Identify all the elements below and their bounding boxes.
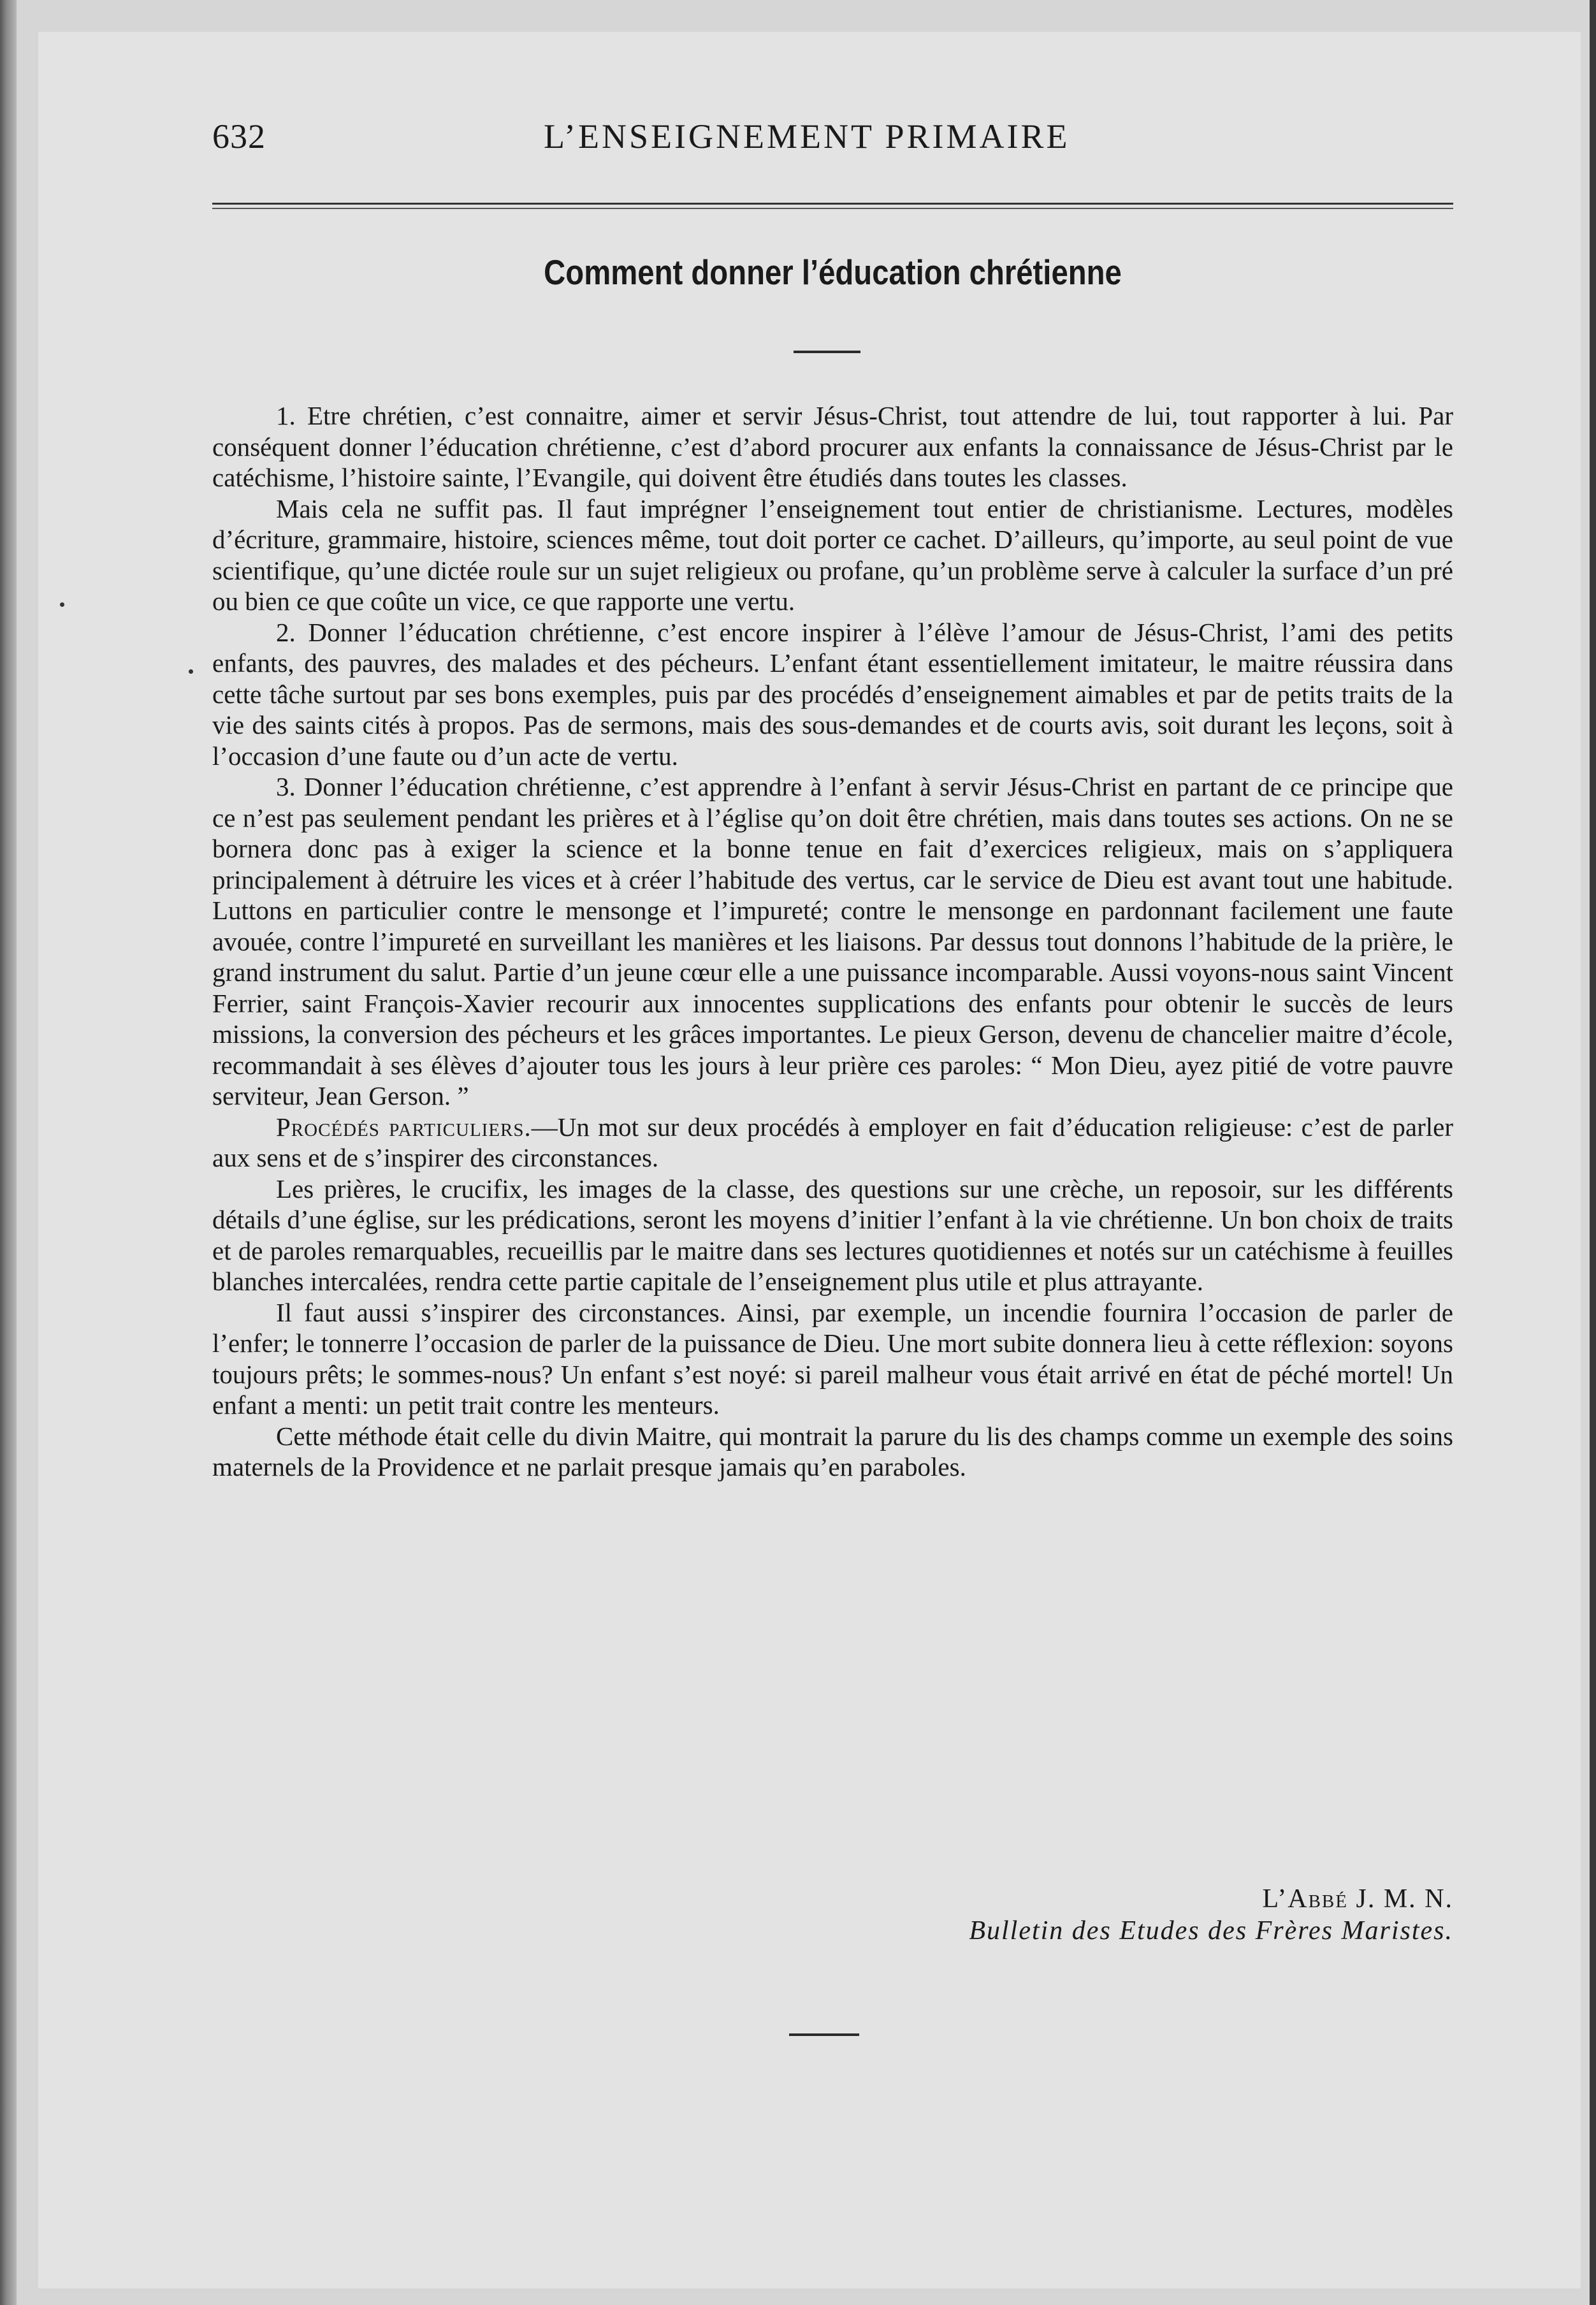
paragraph-1: 1. Etre chrétien, c’est connaitre, aimer et servir Jésus-Christ, tout attendre de lui, tout rapporter à lui. Par conséquent donner l’éducation chrétienne, c’est d’abord procurer aux enfants la connaissance de Jésus-Christ par le catéchisme, l’histoire sainte, l’Evangile, qui doivent être étudiés dans toutes les classes. bbox=[212, 401, 1453, 492]
article-body bbox=[212, 400, 1453, 1483]
author-line: L’Abbé J. M. N. bbox=[1262, 1884, 1453, 1914]
procedes-text: —Un mot sur deux procédés à employer en fait d’éducation religieuse: c’est de parler aux sens et de s’inspirer des circonstances. bbox=[212, 1112, 1454, 1172]
paragraph-6: Les prières, le crucifix, les images de la classe, des questions sur une crèche, un reposoir, sur les différents détails d’une église, sur les prédications, seront les moyens d’initier l’enfant à la vie chrétienne. Un bon choix de traits et de paroles remarquables, recueillis par le maitre dans ses lectures quotidiennes et notés sur un catéchisme à feuilles blanches intercalées, rendra cette partie capitale de l’enseignement plus utile et plus attrayante. bbox=[212, 1174, 1453, 1296]
scan-right-edge bbox=[1590, 0, 1596, 2305]
scan-binding-edge bbox=[0, 0, 17, 2305]
procedes-heading: Procédés particuliers. bbox=[276, 1112, 532, 1142]
title-separator-rule bbox=[794, 351, 860, 353]
paragraph-8: Cette méthode était celle du divin Maitre, qui montrait la parure du lis des champs comme un exemple des soins maternels de la Providence et ne parlait presque jamais qu’en paraboles. bbox=[212, 1421, 1453, 1481]
paragraph-3: 2. Donner l’éducation chrétienne, c’est encore inspirer à l’élève l’amour de Jésus-Christ, l’ami des petits enfants, des pauvres, des malades et des pécheurs. L’enfant étant essentiellement imitateur, le maitre réussira dans cette tâche surtout par ses bons exemples, puis par des procédés d’enseignement aimables et par de petits traits de la vie des saints cités à propos. Pas de sermons, mais des sous-demandes et de courts avis, soit durant les leçons, soit à l’occasion d’une faute ou d’un acte de vertu. bbox=[212, 617, 1453, 771]
source-line: Bulletin des Etudes des Frères Maristes. bbox=[969, 1916, 1453, 1945]
margin-mark bbox=[189, 669, 193, 674]
article-title: Comment donner l’éducation chrétienne bbox=[544, 252, 1122, 292]
journal-title: L’ENSEIGNEMENT PRIMAIRE bbox=[544, 117, 1070, 156]
paragraph-4: 3. Donner l’éducation chrétienne, c’est apprendre à l’enfant à servir Jésus-Christ en partant de ce principe que ce n’est pas seulement pendant les prières et à l’église qu’on doit être chrétien, mais dans toutes ses actions. On ne se bornera donc pas à exiger la science et la bonne tenue en fait d’exercices religieux, mais on s’appliquera principalement à détruire les vices et à créer l’habitude des vertus, car le service de Dieu est avant tout une habitude. Luttons en particulier contre le mensonge et l’impureté; contre le mensonge en pardonnant facilement une faute avouée, contre l’impureté en surveillant les manières et les liaisons. Par dessus tout donnons l’habitude de la prière, le grand instrument du salut. Partie d’un jeune cœur elle a une puissance incomparable. Aussi voyons-nous saint Vincent Ferrier, saint François-Xavier recourir aux innocentes supplications des enfants pour obtenir le succès de leurs missions, la conversion des pécheurs et les grâces importantes. Le pieux Gerson, devenu de chancelier maitre d’école, recommandait à ses élèves d’ajouter tous les jours à leur prière ces paroles: “ Mon Dieu, ayez pitié de votre pauvre serviteur, Jean Gerson. ” bbox=[212, 772, 1453, 1110]
signature-block bbox=[969, 1883, 1453, 1947]
running-head bbox=[212, 117, 1453, 161]
page-number: 632 bbox=[212, 117, 266, 156]
margin-mark bbox=[60, 602, 64, 607]
paragraph-2: Mais cela ne suffit pas. Il faut imprégner l’enseignement tout entier de christianisme. Lectures, modèles d’écriture, grammaire, histoire, sciences même, tout doit porter ce cachet. D’ailleurs, qu’importe, au seul point de vue scientifique, qu’une dictée roule sur un sujet religieux ou profane, qu’un problème serve à calculer la surface d’un pré ou bien ce que coûte un vice, ce que rapporte une vertu. bbox=[212, 493, 1453, 616]
header-double-rule bbox=[212, 203, 1453, 209]
end-separator-rule bbox=[789, 2033, 859, 2036]
paragraph-7: Il faut aussi s’inspirer des circonstances. Ainsi, par exemple, un incendie fournira l’occasion de parler de l’enfer; le tonnerre l’occasion de parler de la puissance de Dieu. Une mort subite donnera lieu à cette réflexion: soyons toujours prêts; le sommes-nous? Un enfant s’est noyé: si pareil malheur vous était arrivé en état de péché mortel! Un enfant a menti: un petit trait contre les menteurs. bbox=[212, 1297, 1453, 1420]
paragraph-procedes bbox=[212, 1112, 1453, 1174]
